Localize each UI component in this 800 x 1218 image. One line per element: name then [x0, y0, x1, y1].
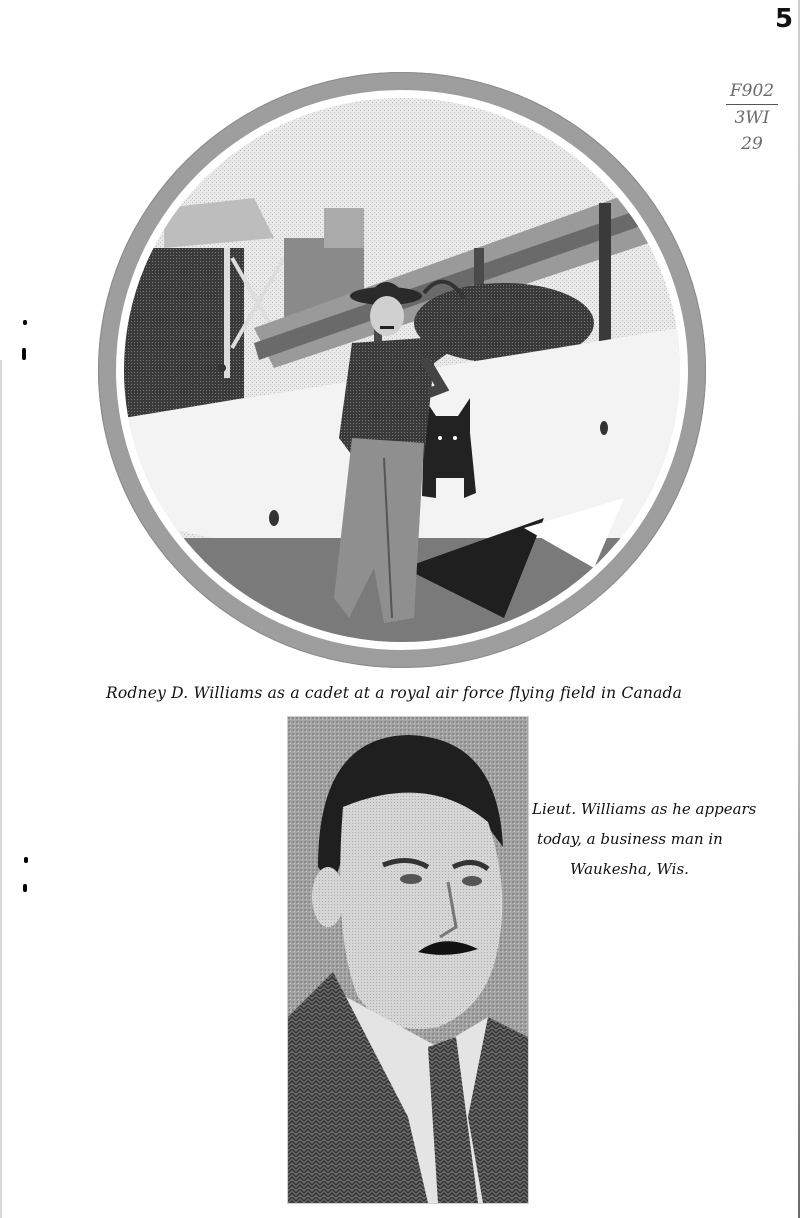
margin-mark — [22, 348, 26, 360]
margin-mark — [23, 884, 27, 892]
portrait-illustration — [288, 717, 528, 1203]
cadet-photo-frame — [98, 72, 706, 668]
margin-mark — [24, 857, 28, 863]
portrait-caption — [532, 794, 772, 884]
margin-mark — [23, 320, 27, 325]
portrait-caption-line-2: today, a business man in — [537, 830, 723, 848]
business-portrait-photo — [287, 716, 529, 1204]
catalog-note-line-3: 29 — [741, 134, 763, 154]
cadet-photo-caption: Rodney D. Williams as a cadet at a royal air force flying field in Canada — [106, 684, 683, 702]
handwritten-catalog-note — [712, 78, 792, 157]
page-number: 5 — [775, 4, 794, 34]
cadet-biplane-photo — [124, 98, 680, 642]
cadet-photo-mat — [116, 90, 688, 650]
portrait-edge-rule — [528, 716, 529, 1202]
page-edge-left — [0, 360, 2, 1218]
catalog-note-line-2: 3WI — [734, 108, 770, 128]
catalog-note-line-1: F902 — [726, 78, 778, 105]
portrait-caption-line-1: Lieut. Williams as he appears — [532, 800, 757, 818]
biplane-photo-illustration — [124, 98, 680, 642]
portrait-caption-line-3: Waukesha, Wis. — [570, 860, 689, 878]
